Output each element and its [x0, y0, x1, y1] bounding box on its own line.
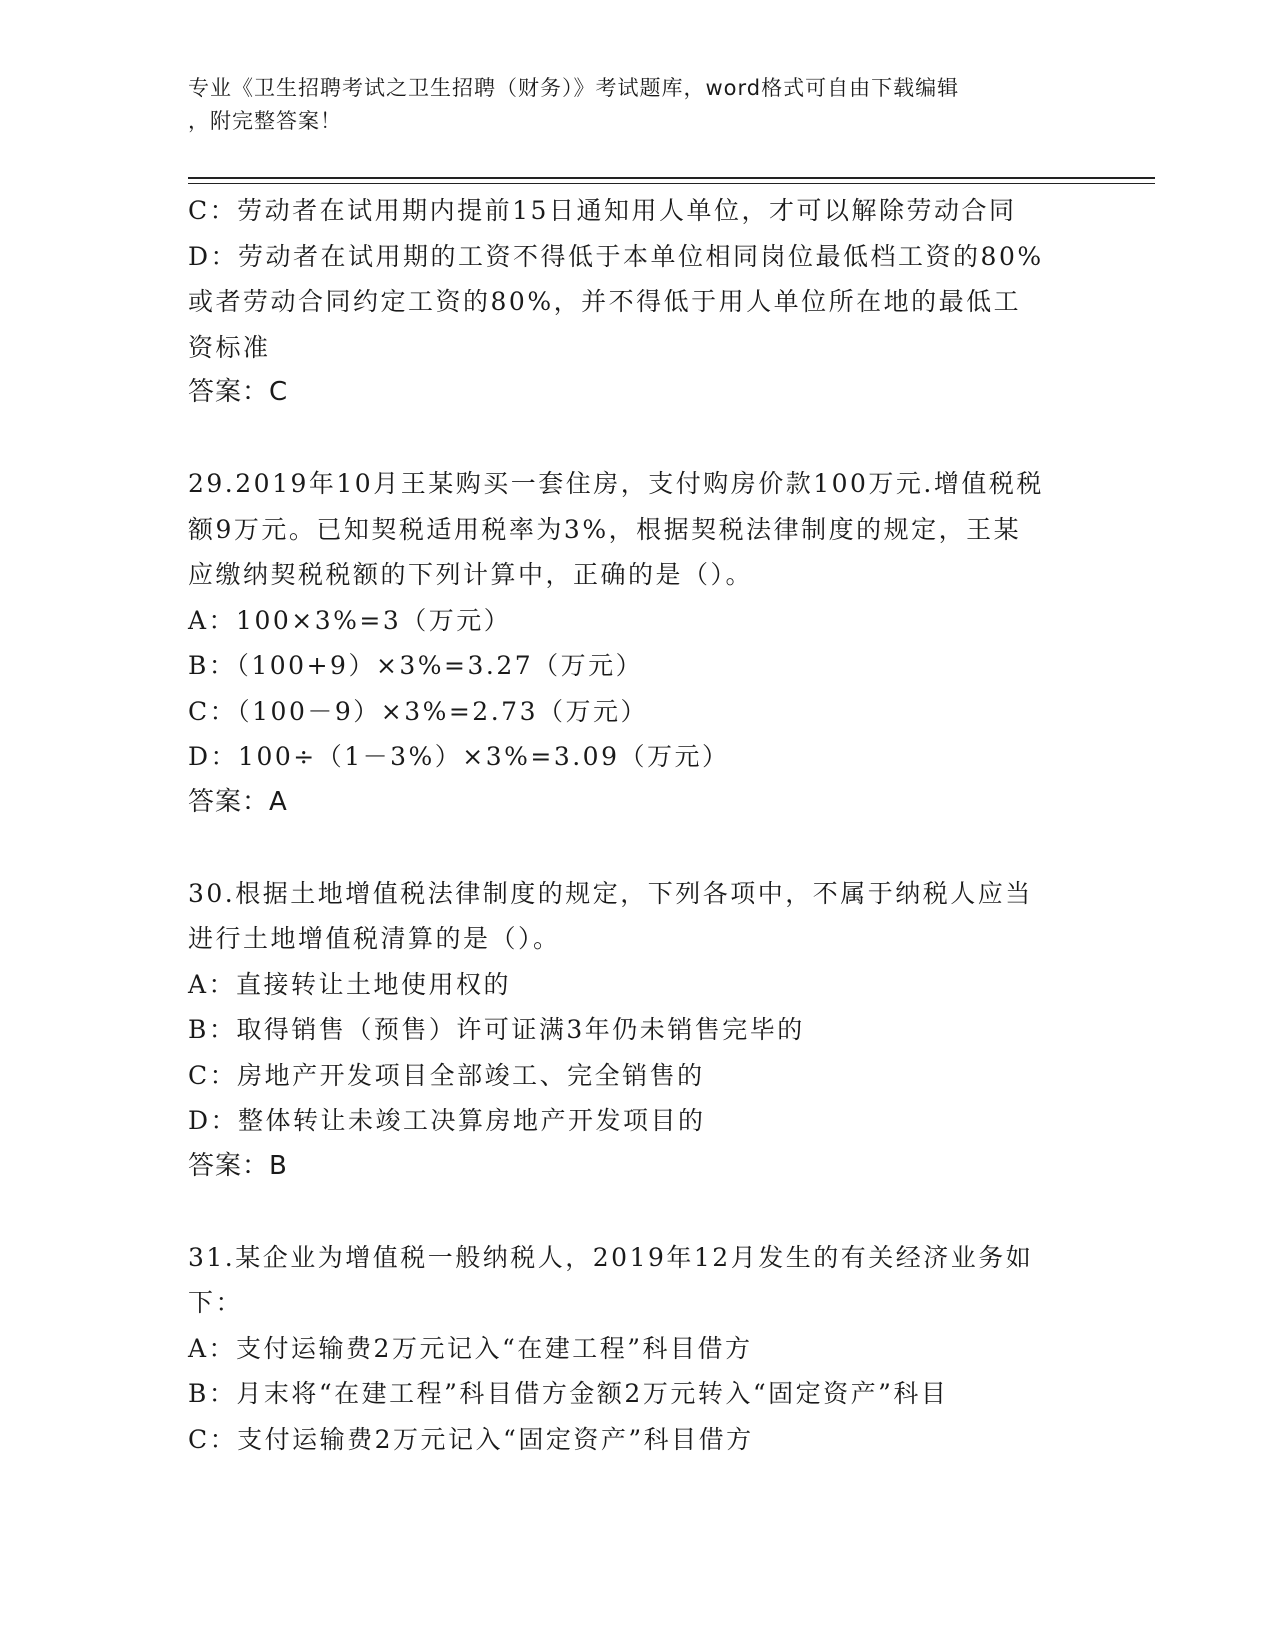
question-stem-line: 30.根据土地增值税法律制度的规定，下列各项中，不属于纳税人应当 [188, 878, 1033, 908]
option-c: C：劳动者在试用期内提前15日通知用人单位，才可以解除劳动合同 [188, 196, 1017, 225]
option-d: D：整体转让未竣工决算房地产开发项目的 [188, 1106, 706, 1135]
question-31 [188, 1235, 1088, 1463]
header-divider [188, 177, 1155, 184]
question-stem-line: 下： [188, 1288, 244, 1317]
answer-label: 答案：A [188, 786, 288, 817]
header-line-2: ，附完整答案！ [188, 109, 342, 133]
document-body [188, 188, 1088, 1462]
option-d-line: 或者劳动合同约定工资的80%，并不得低于用人单位所在地的最低工 [188, 287, 1022, 316]
option-a: A：支付运输费2万元记入“在建工程”科目借方 [188, 1333, 753, 1363]
option-c: C：（100－9）×3%=2.73（万元） [188, 696, 648, 726]
spacer [188, 1189, 1088, 1235]
option-a: A：100×3%=3（万元） [188, 605, 512, 635]
previous-question [188, 188, 1088, 416]
question-stem-line: 额9万元。已知契税适用税率为3%，根据契税法律制度的规定，王某 [188, 514, 1022, 544]
answer-label: 答案：B [188, 1150, 288, 1181]
question-30 [188, 871, 1088, 1190]
option-b: B：（100+9）×3%=3.27（万元） [188, 651, 644, 680]
question-stem-line: 进行土地增值税清算的是（）。 [188, 924, 561, 953]
question-stem-line: 31.某企业为增值税一般纳税人，2019年12月发生的有关经济业务如 [188, 1242, 1034, 1272]
header-line-1: 专业《卫生招聘考试之卫生招聘（财务）》考试题库，word格式可自由下载编辑 [188, 76, 960, 100]
option-d: D：100÷（1－3%）×3%=3.09（万元） [188, 742, 730, 771]
document-header [188, 72, 1068, 138]
option-c: C：房地产开发项目全部竣工、完全销售的 [188, 1060, 705, 1090]
option-b: B：取得销售（预售）许可证满3年仍未销售完毕的 [188, 1015, 805, 1044]
question-stem-line: 29.2019年10月王某购买一套住房，支付购房价款100万元.增值税税 [188, 469, 1044, 498]
spacer [188, 416, 1088, 462]
option-c: C：支付运输费2万元记入“固定资产”科目借方 [188, 1424, 754, 1454]
option-a: A：直接转让土地使用权的 [188, 969, 512, 999]
option-b: B：月末将“在建工程”科目借方金额2万元转入“固定资产”科目 [188, 1379, 949, 1408]
spacer [188, 825, 1088, 871]
option-d-line: D：劳动者在试用期的工资不得低于本单位相同岗位最低档工资的80% [188, 241, 1044, 271]
question-stem-line: 应缴纳契税税额的下列计算中，正确的是（）。 [188, 560, 754, 589]
answer-label: 答案：C [188, 377, 289, 407]
question-29 [188, 461, 1088, 825]
option-d-line: 资标准 [188, 332, 271, 362]
